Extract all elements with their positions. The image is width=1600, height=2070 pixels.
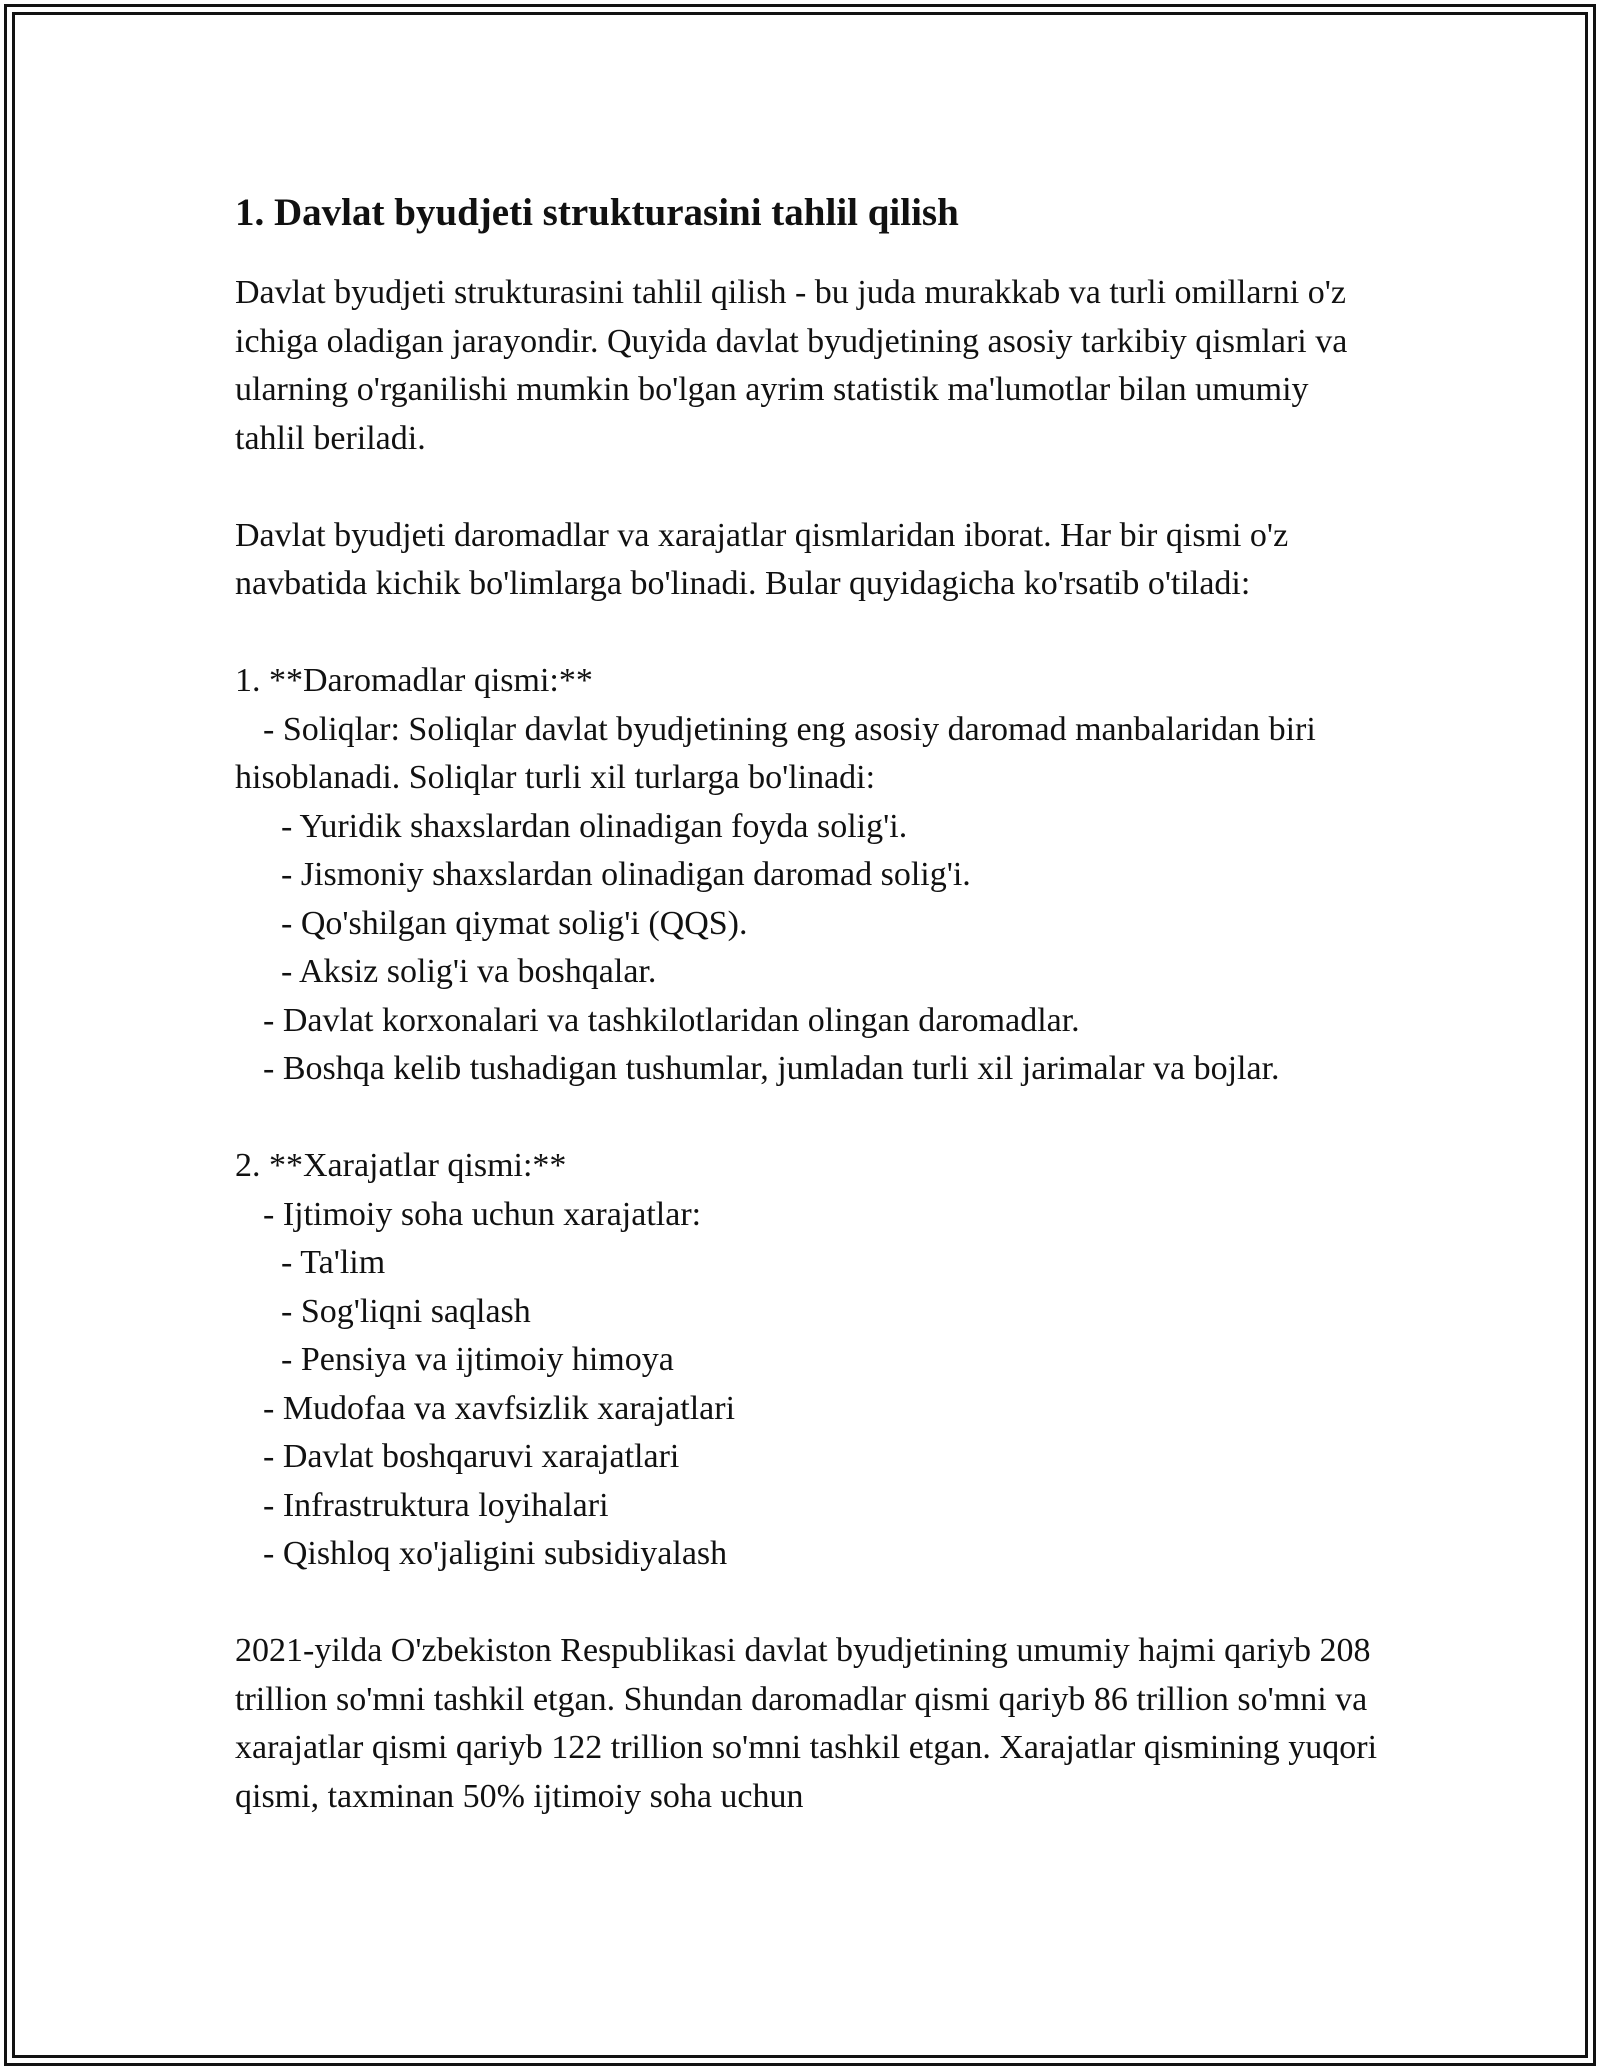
expenses-section-title: 2. **Xarajatlar qismi:** xyxy=(235,1147,567,1184)
structure-paragraph: Davlat byudjeti daromadlar va xarajatlar qismlaridan iborat. Har bir qismi o'z navbatida kichik bo'limlarga bo'linadi. Bular quyidagicha ko'rsatib o'tiladi: xyxy=(235,516,1289,602)
expense-item: - Davlat boshqaruvi xarajatlari xyxy=(263,1438,680,1475)
social-item: - Sog'liqni saqlash xyxy=(281,1292,531,1330)
expense-item: - Mudofaa va xavfsizlik xarajatlari xyxy=(263,1389,736,1427)
section-heading: 1. Davlat byudjeti strukturasini tahlil qilish xyxy=(235,191,959,234)
taxes-intro: - Soliqlar: Soliqlar davlat byudjetining eng asosiy daromad manbalaridan biri hisoblanadi. Soliqlar turli xil turlarga bo'linadi: xyxy=(235,710,1316,796)
social-item: - Pensiya va ijtimoiy himoya xyxy=(281,1341,674,1378)
income-item: - Boshqa kelib tushadigan tushumlar, jumladan turli xil jarimalar va bojlar. xyxy=(263,1050,1280,1087)
intro-paragraph: Davlat byudjeti strukturasini tahlil qilish - bu juda murakkab va turli omillarni o'z ichiga oladigan jarayondir. Quyida davlat byudjetining asosiy tarkibiy qismlari va ularning o'rganilishi mumkin bo'lgan ayrim statistik ma'lumotlar bilan umumiy tahlil beriladi. xyxy=(235,274,1348,457)
income-section-title: 1. **Daromadlar qismi:** xyxy=(235,662,593,699)
document-body xyxy=(235,185,1385,1821)
social-item: - Ta'lim xyxy=(281,1244,386,1281)
tax-item: - Jismoniy shaxslardan olinadigan daromad solig'i. xyxy=(281,856,971,893)
paragraph-gap xyxy=(235,1094,1385,1143)
tax-item: - Yuridik shaxslardan olinadigan foyda solig'i. xyxy=(281,807,908,845)
tax-item: - Qo'shilgan qiymat solig'i (QQS). xyxy=(281,904,748,942)
income-item: - Davlat korxonalari va tashkilotlaridan olingan daromadlar. xyxy=(263,1001,1080,1039)
expense-item: - Infrastruktura loyihalari xyxy=(263,1486,609,1524)
social-intro: - Ijtimoiy soha uchun xarajatlar: xyxy=(263,1195,702,1233)
paragraph-gap xyxy=(235,463,1385,512)
paragraph-gap xyxy=(235,1579,1385,1628)
budget-summary-paragraph: 2021-yilda O'zbekiston Respublikasi davlat byudjetining umumiy hajmi qariyb 208 trillion so'mni tashkil etgan. Shundan daromadlar qismi qariyb 86 trillion so'mni va xarajatlar qismi qariyb 122 trillion so'mni tashkil etgan. Xarajatlar qismining yuqori qismi, taxminan 50% ijtimoiy soha uchun xyxy=(235,1632,1378,1815)
paragraph-gap xyxy=(235,609,1385,658)
expense-item: - Qishloq xo'jaligini subsidiyalash xyxy=(263,1535,728,1572)
tax-item: - Aksiz solig'i va boshqalar. xyxy=(281,953,657,990)
